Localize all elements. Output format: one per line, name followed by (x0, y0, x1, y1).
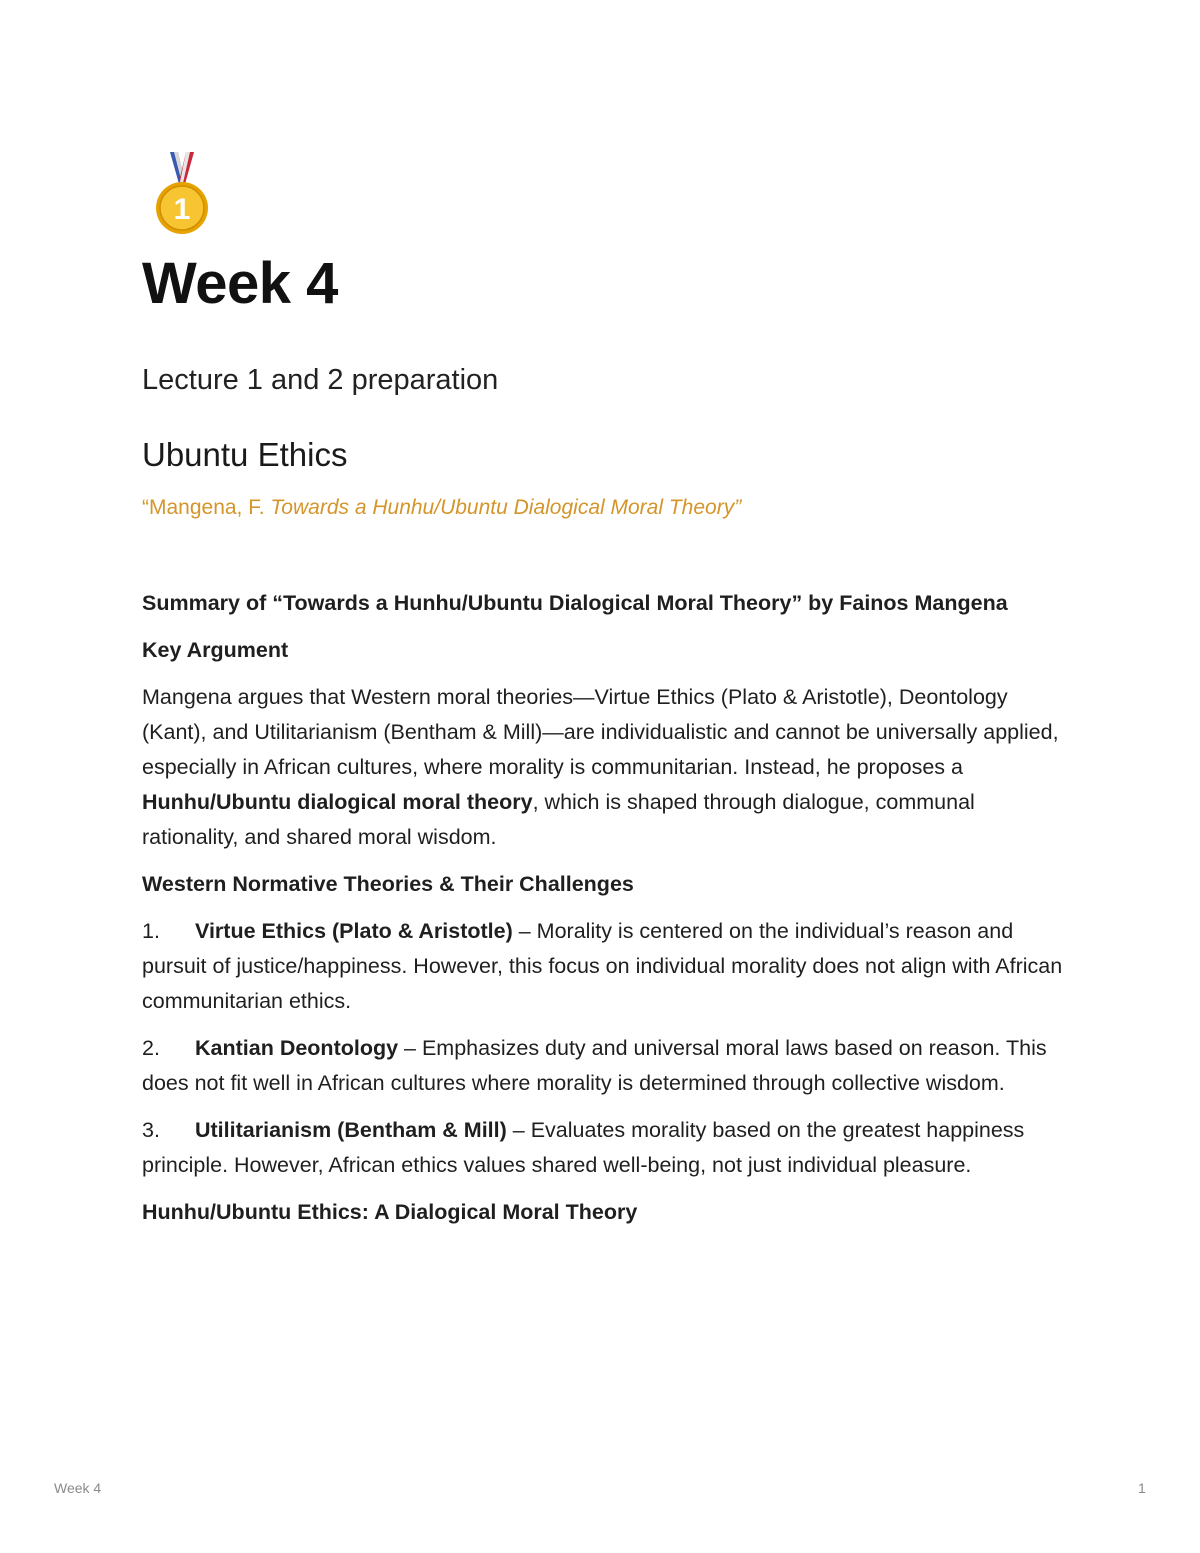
footer-document-title: Week 4 (54, 1480, 102, 1496)
subtitle: Lecture 1 and 2 preparation (142, 364, 499, 396)
citation-title: Towards a Hunhu/Ubuntu Dialogical Moral Theory” (270, 496, 742, 519)
first-place-medal-icon (152, 152, 212, 236)
western-theories-heading: Western Normative Theories & Their Challenges (142, 872, 634, 896)
document-body (142, 586, 1072, 1242)
key-argument-text-2: , which is shaped through dialogue, communal rationality, and shared moral wisdom. (142, 790, 975, 849)
list-item-number: 1. (142, 919, 160, 943)
list-item-title: Kantian Deontology (195, 1036, 399, 1060)
summary-heading: Summary of “Towards a Hunhu/Ubuntu Dialogical Moral Theory” by Fainos Mangena (142, 591, 1008, 615)
key-argument-paragraph (142, 680, 1072, 855)
footer-page-number: 1 (1138, 1480, 1146, 1496)
list-item (142, 1113, 1072, 1183)
list-item-text: – Evaluates morality based on the greatest happiness principle. However, African ethics values shared well-being, not just individual pleasure. (142, 1118, 1025, 1177)
key-argument-text-1: Mangena argues that Western moral theories—Virtue Ethics (Plato & Aristotle), Deontology (Kant), and Utilitarianism (Bentham & Mill)—are individualistic and cannot be universally applied, especially in African cultures, where morality is communitarian. Instead, he proposes a (142, 685, 1059, 779)
hunhu-heading: Hunhu/Ubuntu Ethics: A Dialogical Moral Theory (142, 1200, 638, 1224)
list-item-number: 3. (142, 1118, 160, 1142)
list-item-text: – Morality is centered on the individual’s reason and pursuit of justice/happiness. However, this focus on individual morality does not align with African communitarian ethics. (142, 919, 1063, 1013)
list-item-text: – Emphasizes duty and universal moral laws based on reason. This does not fit well in African cultures where morality is determined through collective wisdom. (142, 1036, 1047, 1095)
key-argument-bold: Hunhu/Ubuntu dialogical moral theory (142, 790, 533, 814)
page-title: Week 4 (142, 251, 338, 316)
list-item-title: Utilitarianism (Bentham & Mill) (195, 1118, 507, 1142)
list-item-title: Virtue Ethics (Plato & Aristotle) (195, 919, 513, 943)
list-item (142, 1031, 1072, 1101)
list-item-number: 2. (142, 1036, 160, 1060)
citation (142, 496, 741, 520)
list-item (142, 914, 1072, 1019)
citation-prefix: “Mangena, F. (142, 496, 271, 519)
svg-text:1: 1 (173, 193, 191, 226)
section-heading: Ubuntu Ethics (142, 436, 348, 473)
key-argument-heading: Key Argument (142, 638, 289, 662)
